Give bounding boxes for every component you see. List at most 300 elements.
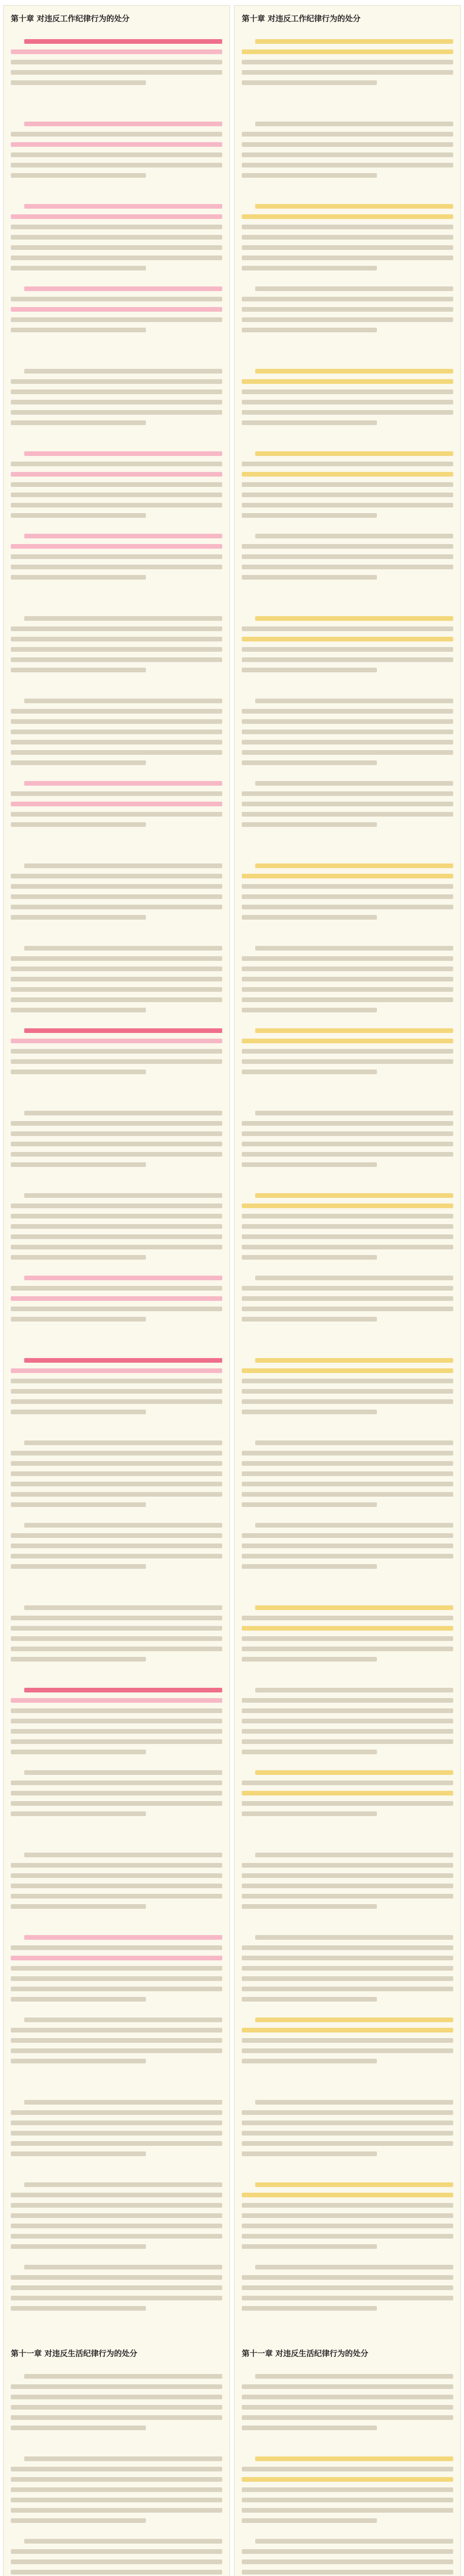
text-line-placeholder	[11, 2213, 222, 2218]
text-line-placeholder	[242, 1307, 453, 1311]
text-line-placeholder	[11, 2285, 222, 2290]
article-block	[11, 1681, 222, 1757]
text-line-placeholder	[11, 1801, 222, 1806]
article-block	[242, 1351, 453, 1428]
article-block	[11, 609, 222, 686]
text-line-placeholder	[255, 863, 453, 868]
text-line-placeholder	[24, 1028, 222, 1033]
text-line-placeholder	[242, 2405, 453, 2410]
text-line-placeholder	[242, 1162, 377, 1167]
text-line-placeholder	[242, 1956, 453, 1960]
chapter-heading: 第十一章 对违反生活纪律行为的处分	[11, 2349, 138, 2358]
text-line-placeholder	[11, 1379, 222, 1383]
text-line-placeholder	[11, 2508, 222, 2513]
article-block	[11, 1846, 222, 1922]
text-line-placeholder	[11, 997, 222, 1002]
text-line-placeholder	[24, 204, 222, 209]
text-line-placeholder	[11, 2306, 146, 2311]
text-line-placeholder	[11, 1482, 222, 1486]
text-line-placeholder	[24, 1523, 222, 1528]
text-line-placeholder	[11, 1451, 222, 1455]
text-line-placeholder	[11, 1719, 222, 1723]
text-line-placeholder	[242, 997, 453, 1002]
text-line-placeholder	[255, 1193, 453, 1198]
text-line-placeholder	[255, 286, 453, 291]
text-line-placeholder	[24, 1605, 222, 1610]
text-line-placeholder	[11, 1142, 222, 1146]
article-block	[11, 32, 222, 109]
text-line-placeholder	[242, 266, 377, 270]
text-line-placeholder	[242, 152, 453, 157]
text-line-placeholder	[11, 503, 222, 507]
text-line-placeholder	[242, 1544, 453, 1548]
text-line-placeholder	[242, 2059, 377, 2063]
article-block	[11, 939, 222, 1015]
article-block	[242, 1928, 453, 2005]
text-line-placeholder	[242, 1987, 453, 1991]
article-block	[242, 1846, 453, 1922]
text-line-placeholder	[11, 2549, 222, 2554]
text-line-placeholder	[242, 1811, 377, 1816]
text-line-placeholder	[242, 1070, 377, 1074]
text-line-placeholder	[11, 1966, 222, 1971]
article-block	[11, 2011, 222, 2087]
text-line-placeholder	[242, 1863, 453, 1868]
text-line-placeholder	[11, 1410, 146, 1414]
text-line-placeholder	[11, 1070, 146, 1074]
text-line-placeholder	[24, 699, 222, 703]
text-line-placeholder	[11, 2560, 222, 2564]
text-line-placeholder	[242, 389, 453, 394]
text-line-placeholder	[11, 1750, 146, 1754]
text-line-placeholder	[242, 884, 453, 889]
text-line-placeholder	[242, 1296, 453, 1301]
article-block	[11, 774, 222, 851]
text-line-placeholder	[11, 1471, 222, 1476]
left-column	[3, 5, 230, 2576]
text-line-placeholder	[255, 946, 453, 951]
text-line-placeholder	[242, 1719, 453, 1723]
text-line-placeholder	[255, 616, 453, 621]
text-line-placeholder	[24, 616, 222, 621]
text-line-placeholder	[242, 493, 453, 497]
text-line-placeholder	[255, 369, 453, 374]
text-line-placeholder	[242, 1039, 453, 1043]
text-line-placeholder	[242, 513, 377, 518]
text-line-placeholder	[11, 214, 222, 219]
text-line-placeholder	[11, 1811, 146, 1816]
text-line-placeholder	[11, 462, 222, 466]
text-line-placeholder	[24, 2265, 222, 2269]
article-block	[242, 32, 453, 109]
text-line-placeholder	[11, 472, 222, 477]
text-line-placeholder	[242, 637, 453, 641]
text-line-placeholder	[242, 2038, 453, 2043]
article-block	[242, 2011, 453, 2087]
text-line-placeholder	[11, 1791, 222, 1795]
text-line-placeholder	[11, 626, 222, 631]
text-line-placeholder	[11, 1245, 222, 1249]
text-line-placeholder	[11, 2275, 222, 2280]
article-block	[11, 1928, 222, 2005]
text-line-placeholder	[242, 297, 453, 301]
text-line-placeholder	[11, 760, 146, 765]
text-line-placeholder	[11, 730, 222, 734]
article-list	[11, 32, 222, 2576]
article-block	[242, 1764, 453, 1840]
text-line-placeholder	[11, 2203, 222, 2208]
text-line-placeholder	[24, 2100, 222, 2105]
article-block	[11, 857, 222, 933]
text-line-placeholder	[242, 2426, 377, 2430]
text-line-placeholder	[11, 2038, 222, 2043]
text-line-placeholder	[242, 49, 453, 54]
text-line-placeholder	[255, 1440, 453, 1445]
text-line-placeholder	[11, 1626, 222, 1631]
text-line-placeholder	[242, 2028, 453, 2032]
text-line-placeholder	[255, 534, 453, 538]
text-line-placeholder	[242, 2131, 453, 2136]
text-line-placeholder	[242, 2296, 453, 2300]
text-line-placeholder	[242, 1554, 453, 1558]
article-block	[242, 2450, 453, 2526]
text-line-placeholder	[11, 2131, 222, 2136]
text-line-placeholder	[242, 1997, 377, 2002]
article-block	[242, 1269, 453, 1345]
text-line-placeholder	[11, 1039, 222, 1043]
text-line-placeholder	[255, 1276, 453, 1280]
text-line-placeholder	[24, 1770, 222, 1775]
text-line-placeholder	[11, 2193, 222, 2197]
text-line-placeholder	[242, 2285, 453, 2290]
article-block	[11, 2258, 222, 2334]
text-line-placeholder	[242, 1142, 453, 1146]
text-line-placeholder	[24, 1111, 222, 1115]
article-block	[11, 2532, 222, 2576]
article-block	[11, 1351, 222, 1428]
text-line-placeholder	[11, 1781, 222, 1785]
text-line-placeholder	[242, 709, 453, 714]
text-line-placeholder	[24, 1193, 222, 1198]
text-line-placeholder	[242, 1482, 453, 1486]
text-line-placeholder	[242, 1791, 453, 1795]
text-line-placeholder	[242, 544, 453, 549]
text-line-placeholder	[242, 1904, 377, 1909]
text-line-placeholder	[255, 781, 453, 786]
text-line-placeholder	[255, 451, 453, 456]
text-line-placeholder	[242, 987, 453, 992]
text-line-placeholder	[242, 2306, 377, 2311]
text-line-placeholder	[242, 1873, 453, 1878]
text-line-placeholder	[11, 709, 222, 714]
article-block	[11, 280, 222, 356]
article-block	[242, 527, 453, 603]
text-line-placeholder	[242, 2508, 453, 2513]
text-line-placeholder	[255, 1028, 453, 1033]
text-line-placeholder	[11, 977, 222, 981]
text-line-placeholder	[242, 2234, 453, 2239]
text-line-placeholder	[11, 80, 146, 85]
text-line-placeholder	[11, 1131, 222, 1136]
text-line-placeholder	[255, 1605, 453, 1610]
article-block	[11, 527, 222, 603]
text-line-placeholder	[11, 163, 222, 167]
text-line-placeholder	[11, 2570, 222, 2574]
text-line-placeholder	[11, 152, 222, 157]
text-line-placeholder	[242, 2570, 453, 2574]
text-line-placeholder	[242, 163, 453, 167]
text-line-placeholder	[242, 2415, 453, 2420]
chapter-heading: 第十一章 对违反生活纪律行为的处分	[242, 2349, 369, 2358]
text-line-placeholder	[242, 1502, 377, 1507]
text-line-placeholder	[24, 2539, 222, 2544]
text-line-placeholder	[24, 1688, 222, 1692]
text-line-placeholder	[11, 1204, 222, 1208]
text-line-placeholder	[255, 699, 453, 703]
article-block	[11, 2367, 222, 2444]
text-line-placeholder	[242, 647, 453, 652]
text-line-placeholder	[242, 1451, 453, 1455]
text-line-placeholder	[11, 915, 146, 920]
text-line-placeholder	[242, 472, 453, 477]
text-line-placeholder	[242, 410, 453, 415]
text-line-placeholder	[24, 1358, 222, 1363]
text-line-placeholder	[242, 503, 453, 507]
text-line-placeholder	[242, 1894, 453, 1899]
text-line-placeholder	[11, 802, 222, 806]
text-line-placeholder	[242, 1626, 453, 1631]
text-line-placeholder	[242, 977, 453, 981]
text-line-placeholder	[11, 1739, 222, 1744]
text-line-placeholder	[24, 451, 222, 456]
article-block	[242, 2176, 453, 2252]
text-line-placeholder	[24, 1440, 222, 1445]
text-line-placeholder	[242, 1801, 453, 1806]
text-line-placeholder	[255, 2456, 453, 2461]
text-line-placeholder	[242, 1750, 377, 1754]
chapter-heading: 第十章 对违反工作纪律行为的处分	[242, 14, 361, 23]
text-line-placeholder	[11, 956, 222, 961]
text-line-placeholder	[242, 2244, 377, 2249]
text-line-placeholder	[24, 39, 222, 44]
text-line-placeholder	[11, 2151, 146, 2156]
text-line-placeholder	[11, 905, 222, 909]
text-line-placeholder	[242, 575, 377, 580]
text-line-placeholder	[255, 1935, 453, 1940]
text-line-placeholder	[11, 307, 222, 312]
text-line-placeholder	[255, 2018, 453, 2022]
text-line-placeholder	[11, 668, 146, 672]
text-line-placeholder	[11, 60, 222, 64]
text-line-placeholder	[242, 565, 453, 569]
article-block	[11, 2093, 222, 2170]
text-line-placeholder	[255, 1523, 453, 1528]
text-line-placeholder	[242, 256, 453, 260]
article-block	[11, 1022, 222, 1098]
text-line-placeholder	[242, 894, 453, 899]
text-line-placeholder	[242, 719, 453, 724]
text-line-placeholder	[11, 1152, 222, 1157]
article-block	[242, 2258, 453, 2334]
text-line-placeholder	[242, 80, 377, 85]
text-line-placeholder	[11, 1647, 222, 1651]
text-line-placeholder	[242, 1131, 453, 1136]
text-line-placeholder	[11, 1492, 222, 1497]
text-line-placeholder	[11, 1296, 222, 1301]
text-line-placeholder	[11, 2048, 222, 2053]
text-line-placeholder	[242, 1492, 453, 1497]
text-line-placeholder	[11, 132, 222, 137]
article-block	[242, 197, 453, 274]
text-line-placeholder	[242, 462, 453, 466]
text-line-placeholder	[242, 1255, 377, 1260]
text-line-placeholder	[11, 2487, 222, 2492]
text-line-placeholder	[242, 482, 453, 487]
right-column	[234, 5, 461, 2576]
text-line-placeholder	[11, 2059, 146, 2063]
text-line-placeholder	[11, 513, 146, 518]
text-line-placeholder	[11, 317, 222, 322]
text-line-placeholder	[242, 317, 453, 322]
article-block	[11, 362, 222, 438]
text-line-placeholder	[11, 1863, 222, 1868]
article-block	[242, 280, 453, 356]
text-line-placeholder	[242, 1945, 453, 1950]
text-line-placeholder	[24, 781, 222, 786]
text-line-placeholder	[242, 1059, 453, 1064]
text-line-placeholder	[11, 70, 222, 75]
article-block	[11, 1764, 222, 1840]
article-block	[11, 1434, 222, 1510]
text-line-placeholder	[11, 1945, 222, 1950]
text-line-placeholder	[11, 2405, 222, 2410]
text-line-placeholder	[11, 1399, 222, 1404]
text-line-placeholder	[11, 1008, 146, 1012]
text-line-placeholder	[242, 1461, 453, 1466]
text-line-placeholder	[242, 2203, 453, 2208]
article-block	[242, 2532, 453, 2576]
text-line-placeholder	[11, 657, 222, 662]
text-line-placeholder	[242, 1739, 453, 1744]
text-line-placeholder	[242, 915, 377, 920]
text-line-placeholder	[242, 1204, 453, 1208]
text-line-placeholder	[24, 286, 222, 291]
text-line-placeholder	[24, 2456, 222, 2461]
text-line-placeholder	[11, 1049, 222, 1054]
article-block	[11, 2176, 222, 2252]
text-line-placeholder	[255, 1358, 453, 1363]
text-line-placeholder	[242, 956, 453, 961]
text-line-placeholder	[11, 987, 222, 992]
text-line-placeholder	[11, 1461, 222, 1466]
article-block	[242, 857, 453, 933]
text-line-placeholder	[242, 1471, 453, 1476]
text-line-placeholder	[11, 1502, 146, 1507]
text-line-placeholder	[24, 863, 222, 868]
text-line-placeholder	[242, 2224, 453, 2228]
text-line-placeholder	[11, 400, 222, 404]
text-line-placeholder	[11, 1214, 222, 1218]
text-line-placeholder	[11, 1121, 222, 1126]
text-line-placeholder	[242, 874, 453, 878]
text-line-placeholder	[242, 1884, 453, 1888]
text-line-placeholder	[11, 2110, 222, 2115]
article-block	[242, 939, 453, 1015]
text-line-placeholder	[11, 328, 146, 332]
text-line-placeholder	[11, 379, 222, 384]
text-line-placeholder	[255, 1770, 453, 1775]
text-line-placeholder	[11, 1554, 222, 1558]
text-line-placeholder	[24, 1276, 222, 1280]
article-block	[242, 2367, 453, 2444]
article-block	[242, 2093, 453, 2170]
text-line-placeholder	[11, 420, 146, 425]
text-line-placeholder	[242, 554, 453, 559]
text-line-placeholder	[11, 1997, 146, 2002]
text-line-placeholder	[11, 2477, 222, 2482]
article-block	[11, 1104, 222, 1180]
text-line-placeholder	[11, 647, 222, 652]
text-line-placeholder	[11, 1224, 222, 1229]
text-line-placeholder	[11, 389, 222, 394]
text-line-placeholder	[242, 235, 453, 240]
text-line-placeholder	[242, 307, 453, 312]
text-line-placeholder	[255, 2100, 453, 2105]
text-line-placeholder	[11, 2426, 146, 2430]
text-line-placeholder	[242, 1214, 453, 1218]
text-line-placeholder	[242, 2275, 453, 2280]
text-line-placeholder	[11, 2498, 222, 2502]
text-line-placeholder	[242, 1657, 377, 1662]
text-line-placeholder	[242, 1966, 453, 1971]
text-line-placeholder	[11, 245, 222, 250]
text-line-placeholder	[242, 132, 453, 137]
text-line-placeholder	[242, 730, 453, 734]
text-line-placeholder	[11, 1389, 222, 1394]
text-line-placeholder	[11, 482, 222, 487]
text-line-placeholder	[11, 225, 222, 229]
article-block	[242, 362, 453, 438]
text-line-placeholder	[242, 2151, 377, 2156]
text-line-placeholder	[11, 554, 222, 559]
text-line-placeholder	[242, 760, 377, 765]
text-line-placeholder	[11, 173, 146, 178]
text-line-placeholder	[242, 2121, 453, 2125]
article-block	[242, 692, 453, 768]
text-line-placeholder	[242, 2560, 453, 2564]
text-line-placeholder	[255, 2265, 453, 2269]
text-line-placeholder	[242, 2518, 377, 2523]
text-line-placeholder	[242, 2477, 453, 2482]
text-line-placeholder	[255, 204, 453, 209]
text-line-placeholder	[11, 1873, 222, 1878]
text-line-placeholder	[11, 2395, 222, 2399]
text-line-placeholder	[11, 1317, 146, 1321]
text-line-placeholder	[11, 791, 222, 796]
text-line-placeholder	[242, 905, 453, 909]
text-line-placeholder	[11, 2518, 146, 2523]
text-line-placeholder	[11, 2028, 222, 2032]
article-block	[242, 1681, 453, 1757]
text-line-placeholder	[11, 2415, 222, 2420]
text-line-placeholder	[11, 1544, 222, 1548]
text-line-placeholder	[242, 2384, 453, 2389]
text-line-placeholder	[11, 2244, 146, 2249]
text-line-placeholder	[11, 1698, 222, 1703]
text-line-placeholder	[242, 1008, 377, 1012]
text-line-placeholder	[255, 1853, 453, 1857]
text-line-placeholder	[242, 214, 453, 219]
